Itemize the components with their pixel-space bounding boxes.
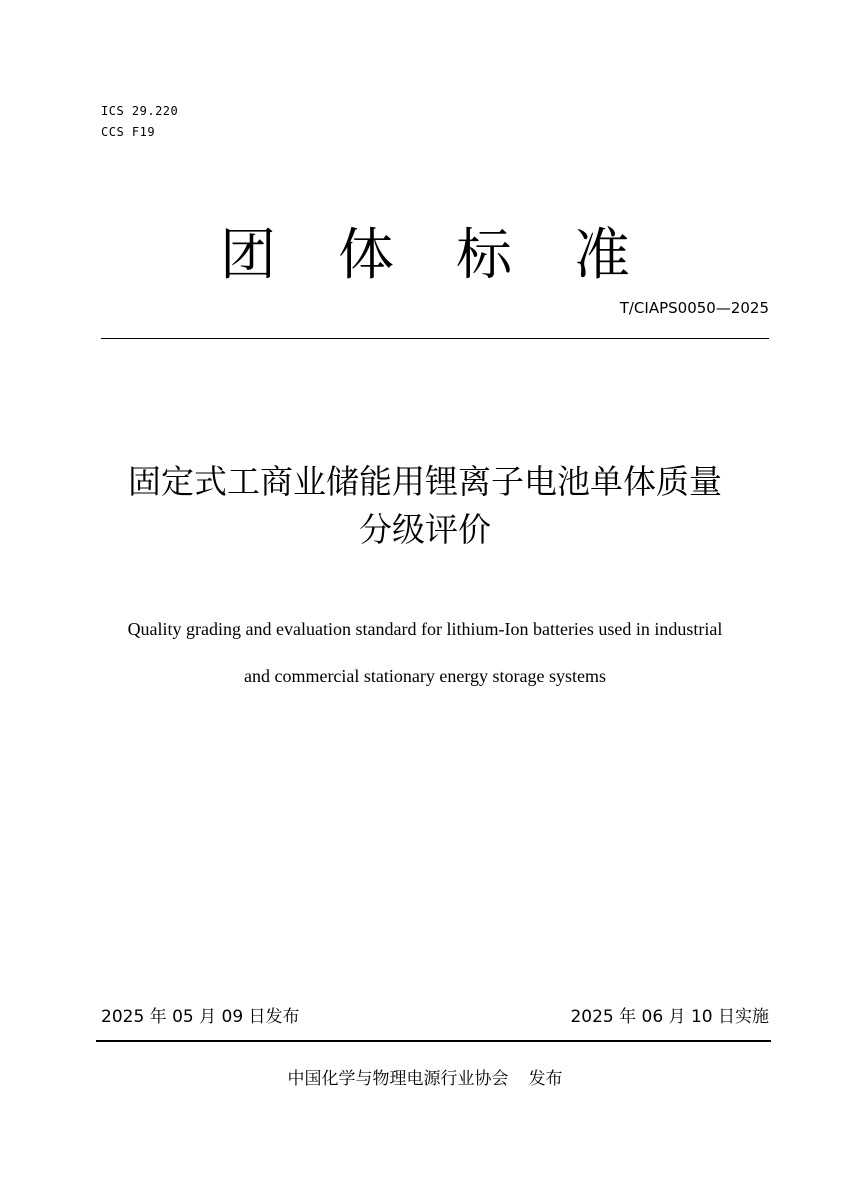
header-divider — [101, 338, 769, 339]
ics-code: ICS 29.220 — [101, 104, 179, 118]
publisher-name: 中国化学与物理电源行业协会 — [287, 1069, 509, 1089]
english-title-line-1: Quality grading and evaluation standard for lithium-Ion batteries used in industrial — [127, 619, 723, 639]
chinese-title-line-1: 固定式工商业储能用锂离子电池单体质量 — [128, 462, 722, 501]
publisher-line — [0, 1067, 850, 1091]
footer-divider — [96, 1040, 771, 1042]
standard-type-title: 团体标准 — [220, 223, 692, 288]
implementation-date: 2025 年 06 月 10 日实施 — [570, 1007, 769, 1027]
ccs-code: CCS F19 — [101, 125, 156, 139]
publish-date: 2025 年 05 月 09 日发布 — [101, 1007, 300, 1027]
standard-number: T/CIAPS0050—2025 — [619, 299, 769, 317]
publish-action: 发布 — [528, 1069, 563, 1089]
chinese-title-line-2: 分级评价 — [359, 510, 491, 549]
english-title-line-2: and commercial stationary energy storage systems — [243, 666, 607, 686]
